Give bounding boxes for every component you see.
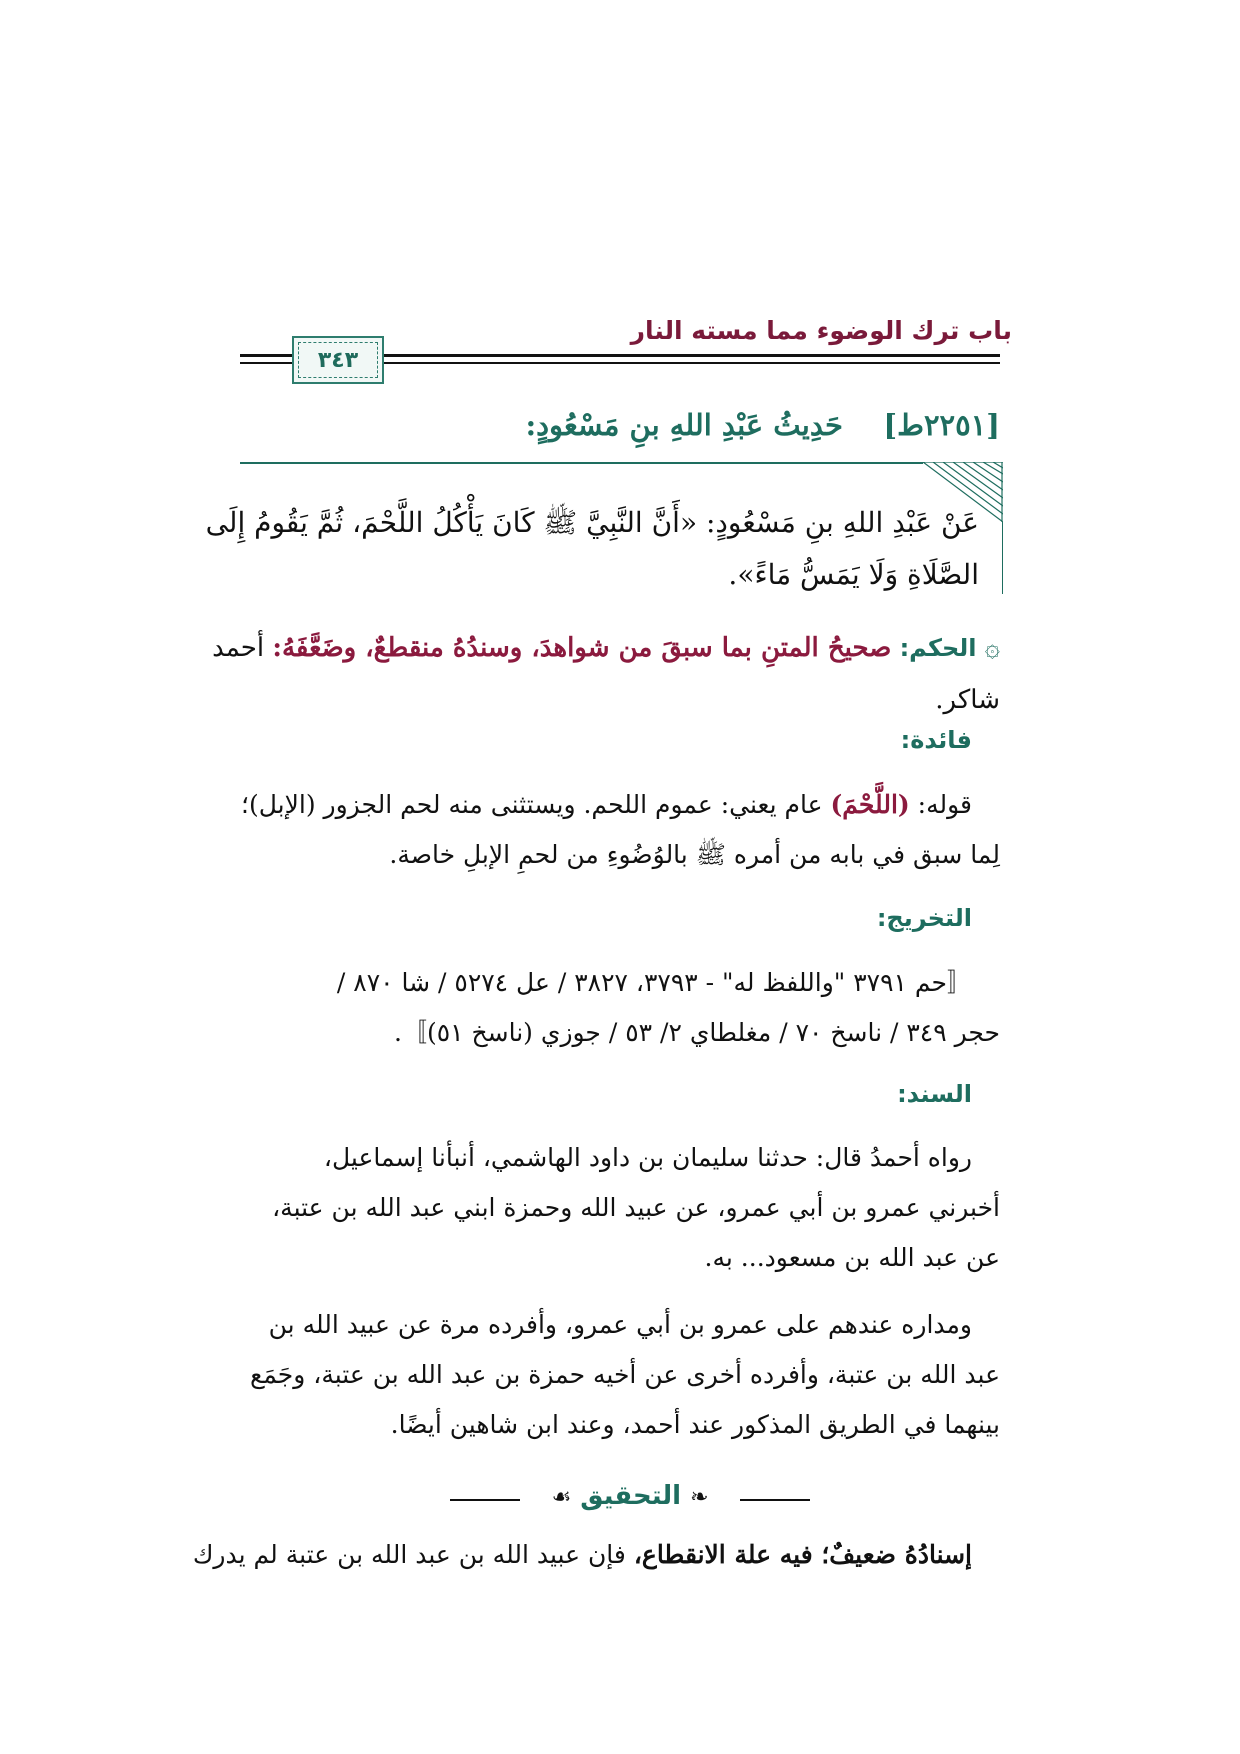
tahqiq-text	[193, 1530, 1000, 1580]
hadith-line: الصَّلَاةِ وَلَا يَمَسُّ مَاءً».	[728, 558, 979, 591]
hadith-heading	[525, 408, 1000, 442]
sanad-line: عن عبد الله بن مسعود... به.	[704, 1243, 1000, 1272]
takhrij-label: التخريج:	[876, 904, 972, 932]
ruling-verdict: صحيحُ المتنِ بما سبقَ من شواهدَ، وسندُهُ منقطعٌ، وضَعَّفَهُ:	[272, 633, 892, 663]
takhrij-line: حجر ٣٤٩ / ناسخ ٧٠ / مغلطاي ٢/ ٥٣ / جوزي (ناسخ ٥١)〛.	[394, 1018, 1000, 1047]
frame-right-line	[1002, 522, 1004, 594]
ruling-label: الحكم:	[899, 634, 977, 662]
hadith-text	[206, 497, 979, 601]
sanad-line: رواه أحمدُ قال: حدثنا سليمان بن داود الهاشمي، أنبأنا إسماعيل،	[323, 1143, 972, 1172]
sanad-paragraph-2	[250, 1300, 1000, 1450]
ruling-tail-2: شاكر.	[935, 685, 1000, 715]
tahqiq-bold: إسنادُهُ ضعيفٌ؛ فيه علة الانقطاع،	[633, 1540, 972, 1569]
tahqiq-title: التحقيق	[580, 1481, 682, 1511]
sanad-line: أخبرني عمرو بن أبي عمرو، عن عبيد الله وحمزة ابني عبد الله بن عتبة،	[272, 1193, 1000, 1222]
page-number-badge	[292, 336, 384, 384]
tahqiq-title-wrap	[450, 1481, 810, 1511]
tahqiq-rest: فإن عبيد الله بن عبد الله بن عتبة لم يدرك	[192, 1540, 626, 1569]
benefit-line-2: لِما سبق في بابه من أمره ﷺ بالوُضُوءِ من لحمِ الإبلِ خاصة.	[389, 840, 1000, 869]
header-rule-left-bottom	[240, 362, 292, 364]
sanad-line: ومداره عندهم على عمرو بن أبي عمرو، وأفرده مرة عن عبيد الله بن	[268, 1310, 972, 1339]
sanad-paragraph-1	[272, 1133, 1000, 1283]
running-title: باب ترك الوضوء مما مسته النار	[630, 316, 1012, 345]
tahqiq-separator	[450, 1481, 810, 1515]
header-rule-left-top	[240, 354, 292, 357]
header-rule-top	[384, 354, 1000, 357]
page-number: ٣٤٣	[317, 347, 359, 373]
hadith-frame	[205, 462, 1003, 594]
frame-top-line	[240, 462, 923, 464]
sanad-label: السند:	[897, 1080, 972, 1108]
swirl-icon: ☙	[551, 1485, 572, 1510]
benefit-prefix: قوله:	[909, 790, 972, 819]
benefit-text	[241, 780, 1000, 880]
hadith-number: [٢٢٥١ط]	[883, 408, 1000, 442]
header-rule-bottom	[384, 362, 1000, 364]
sanad-line: بينهما في الطريق المذكور عند أحمد، وعند ابن شاهين أيضًا.	[390, 1410, 1000, 1439]
ornament-icon: ۞	[984, 633, 1000, 663]
ruling-tail: أحمد	[212, 633, 265, 663]
benefit-label: فائدة:	[900, 726, 972, 754]
hadith-line: عَنْ عَبْدِ اللهِ بنِ مَسْعُودٍ: «أَنَّ النَّبِيَّ ﷺ كَانَ يَأْكُلُ اللَّحْمَ، ثُمَّ يَقُومُ إِلَى	[205, 506, 979, 539]
swirl-icon: ❧	[690, 1485, 709, 1510]
ruling	[212, 622, 1000, 726]
benefit-highlight: (اللَّحْمَ)	[830, 790, 910, 819]
sanad-line: عبد الله بن عتبة، وأفرده أخرى عن أخيه حمزة بن عبد الله بن عتبة، وجَمَع	[250, 1360, 1000, 1389]
hadith-title: حَدِيثُ عَبْدِ اللهِ بنِ مَسْعُودٍ:	[525, 408, 843, 442]
benefit-rest: عام يعني: عموم اللحم. ويستثنى منه لحم الجزور (الإبل)؛	[241, 790, 823, 819]
takhrij-text	[337, 958, 1000, 1058]
takhrij-line: 〚حم ٣٧٩١ "واللفظ له" - ٣٧٩٣، ٣٨٢٧ / عل ٥٢٧٤ / شا ٨٧٠ /	[336, 968, 972, 997]
